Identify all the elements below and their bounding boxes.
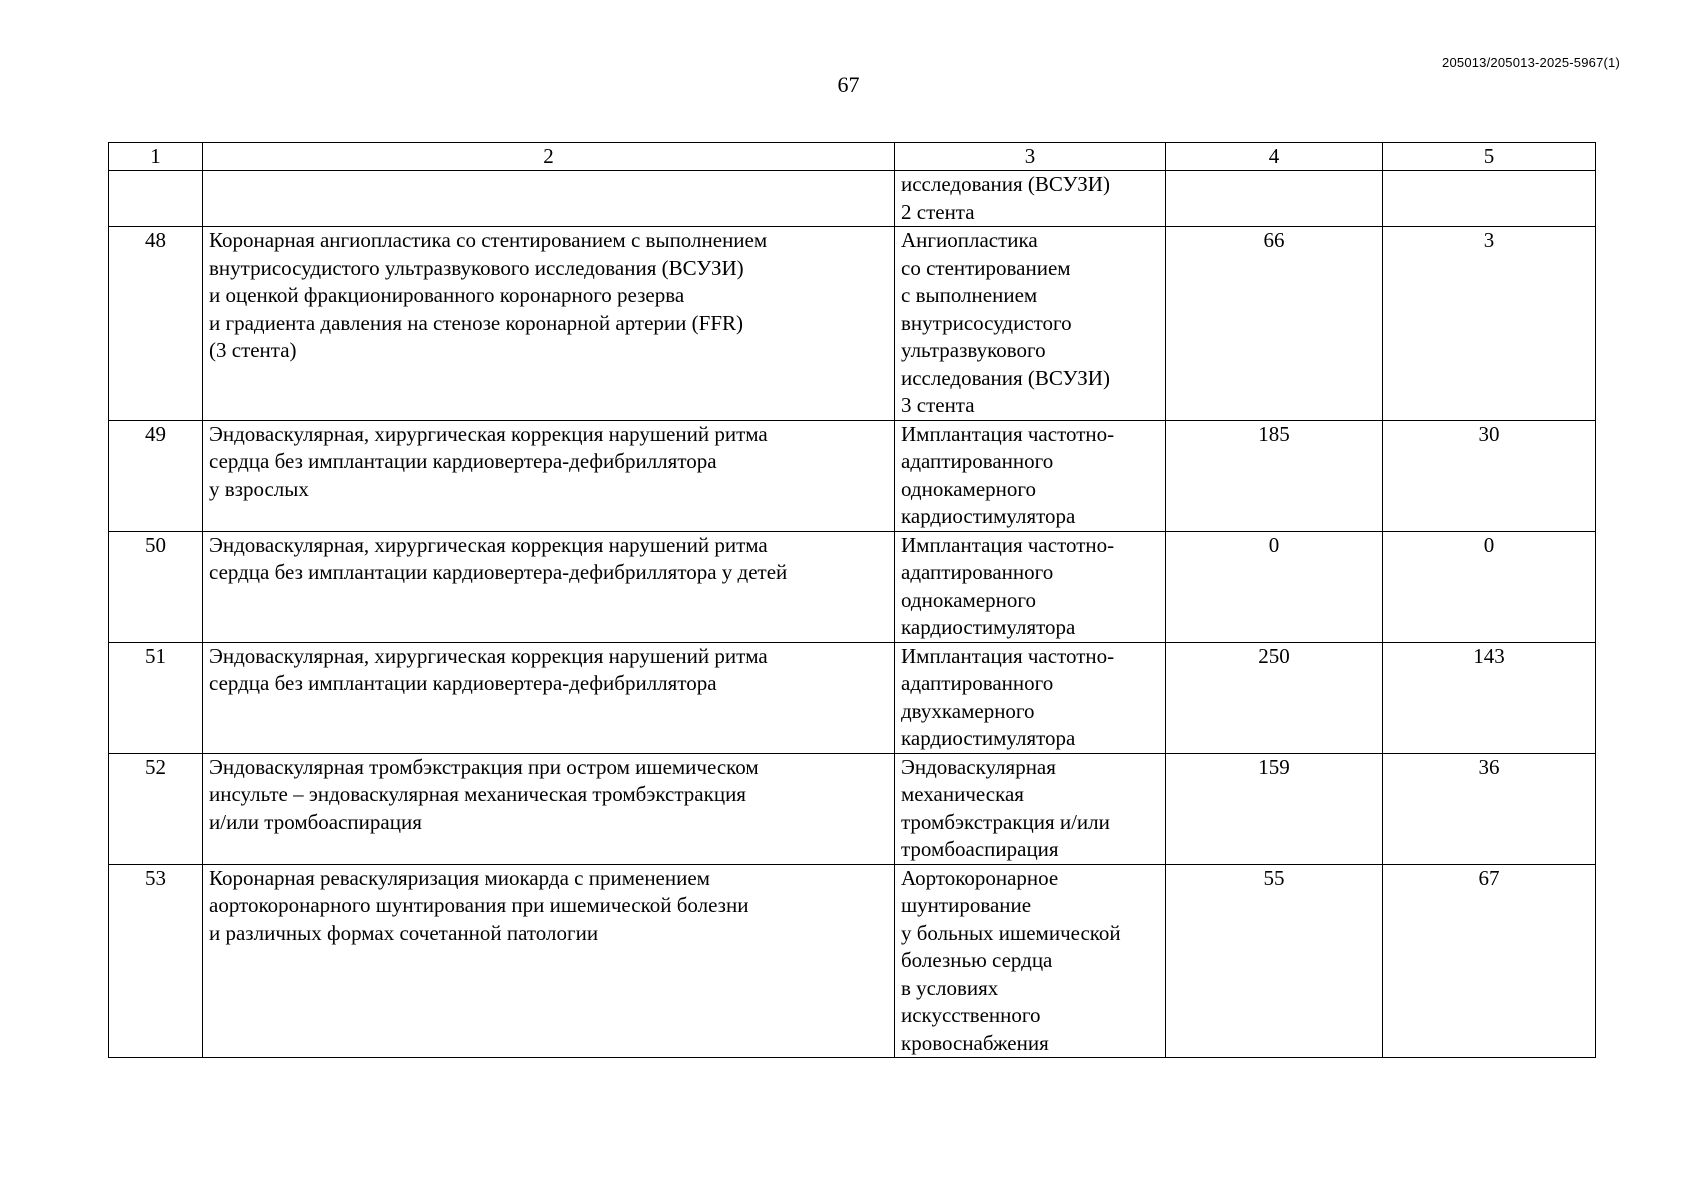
column-header-1: 1 (109, 143, 203, 171)
procedure-name-line: и градиента давления на стенозе коронарной артерии (FFR) (209, 310, 744, 335)
value-col5-cell: 30 (1383, 420, 1596, 531)
column-header-2: 2 (203, 143, 895, 171)
method-line: Аортокоронарное (901, 865, 1059, 890)
method-line: Ангиопластика (901, 228, 1038, 252)
procedure-name-cell (203, 864, 895, 1058)
method-line: однокамерного (901, 587, 1036, 612)
column-header-5: 5 (1383, 143, 1596, 171)
procedure-name-cell (203, 642, 895, 753)
table-row (109, 864, 1596, 1058)
row-number-cell: 50 (109, 531, 203, 642)
method-line: шунтирование (901, 893, 1032, 917)
value-col4-cell (1166, 171, 1383, 227)
table-row (109, 227, 1596, 421)
value-col4-cell: 66 (1166, 227, 1383, 421)
row-number-cell: 53 (109, 864, 203, 1058)
row-number-cell: 52 (109, 753, 203, 864)
table-header-row (109, 143, 1596, 171)
procedure-name-cell (203, 227, 895, 421)
procedure-name-line: Эндоваскулярная, хирургическая коррекция нарушений ритма (209, 643, 768, 668)
table-row (109, 420, 1596, 531)
method-cell (895, 864, 1166, 1058)
method-line: адаптированного (901, 449, 1054, 473)
value-col4-cell: 0 (1166, 531, 1383, 642)
method-line: тромбэкстракция и/или (901, 809, 1110, 834)
method-line: с выполнением (901, 283, 1038, 307)
table-row (109, 753, 1596, 864)
procedure-name-line: и различных формах сочетанной патологии (209, 920, 599, 945)
page-number: 67 (837, 72, 860, 97)
method-cell (895, 171, 1166, 227)
value-col5-cell: 67 (1383, 864, 1596, 1058)
method-line: Эндоваскулярная (901, 754, 1056, 779)
table-row (109, 171, 1596, 227)
value-col5-cell: 0 (1383, 531, 1596, 642)
method-line: исследования (ВСУЗИ) (901, 172, 1110, 196)
method-line: Имплантация частотно- (901, 532, 1115, 557)
method-cell (895, 227, 1166, 421)
value-col4-cell: 250 (1166, 642, 1383, 753)
procedure-name-line: аортокоронарного шунтирования при ишемической болезни (209, 893, 749, 917)
method-line: двухкамерного (901, 698, 1035, 723)
row-number-cell (109, 171, 203, 227)
table-body (109, 171, 1596, 1058)
value-col5-cell: 143 (1383, 642, 1596, 753)
value-col5-cell: 36 (1383, 753, 1596, 864)
procedure-name-line: инсульте – эндоваскулярная механическая тромбэкстракция (209, 782, 746, 806)
method-line: внутрисосудистого (901, 310, 1072, 335)
method-line: Имплантация частотно- (901, 421, 1115, 446)
row-number-cell: 48 (109, 227, 203, 421)
procedure-name-line: и оценкой фракционированного коронарного резерва (209, 283, 685, 307)
value-col4-cell: 55 (1166, 864, 1383, 1058)
procedure-name-line: Коронарная реваскуляризация миокарда с применением (209, 865, 710, 890)
column-header-4: 4 (1166, 143, 1383, 171)
method-line: со стентированием (901, 255, 1071, 280)
method-line: кардиостимулятора (901, 615, 1076, 639)
method-cell (895, 642, 1166, 753)
procedure-name-line: сердца без имплантации кардиовертера-дефибриллятора у детей (209, 560, 788, 584)
method-line: 2 стента (901, 199, 975, 224)
method-line: однокамерного (901, 476, 1036, 501)
procedure-name-line: Эндоваскулярная, хирургическая коррекция нарушений ритма (209, 532, 768, 557)
method-line: ультразвукового (901, 338, 1046, 362)
method-line: кардиостимулятора (901, 504, 1076, 528)
row-number-cell: 49 (109, 420, 203, 531)
method-line: 3 стента (901, 393, 975, 417)
value-col4-cell: 159 (1166, 753, 1383, 864)
value-col5-cell (1383, 171, 1596, 227)
procedure-name-cell (203, 531, 895, 642)
method-line: адаптированного (901, 671, 1054, 695)
row-number-cell: 51 (109, 642, 203, 753)
procedure-name-line: у взрослых (209, 476, 309, 501)
procedures-table (108, 142, 1596, 1058)
value-col5-cell: 3 (1383, 227, 1596, 421)
procedure-name-line: (3 стента) (209, 338, 297, 362)
method-line: механическая (901, 782, 1024, 806)
value-col4-cell: 185 (1166, 420, 1383, 531)
method-line: искусственного (901, 1003, 1041, 1027)
procedure-name-line: сердца без имплантации кардиовертера-дефибриллятора (209, 449, 717, 473)
method-line: кардиостимулятора (901, 726, 1076, 750)
method-line: Имплантация частотно- (901, 643, 1115, 668)
table-row (109, 642, 1596, 753)
procedure-name-line: сердца без имплантации кардиовертера-дефибриллятора (209, 671, 717, 695)
column-header-3: 3 (895, 143, 1166, 171)
method-line: у больных ишемической (901, 920, 1121, 945)
method-line: в условиях (901, 975, 999, 1000)
method-line: кровоснабжения (901, 1030, 1049, 1055)
document-id: 205013/205013-2025-5967(1) (1442, 55, 1620, 70)
table-row (109, 531, 1596, 642)
procedure-name-cell (203, 420, 895, 531)
method-line: исследования (ВСУЗИ) (901, 365, 1110, 390)
procedure-name-cell (203, 753, 895, 864)
procedure-name-line: Эндоваскулярная тромбэкстракция при остром ишемическом (209, 754, 759, 779)
procedure-name-line: Эндоваскулярная, хирургическая коррекция нарушений ритма (209, 421, 768, 446)
method-cell (895, 420, 1166, 531)
procedure-name-line: внутрисосудистого ультразвукового исследования (ВСУЗИ) (209, 255, 744, 280)
procedure-name-cell (203, 171, 895, 227)
method-line: тромбоаспирация (901, 837, 1059, 861)
procedure-name-line: и/или тромбоаспирация (209, 809, 422, 834)
method-cell (895, 531, 1166, 642)
method-line: адаптированного (901, 560, 1054, 584)
method-line: болезнью сердца (901, 948, 1053, 972)
procedure-name-line: Коронарная ангиопластика со стентированием с выполнением (209, 228, 768, 252)
method-cell (895, 753, 1166, 864)
